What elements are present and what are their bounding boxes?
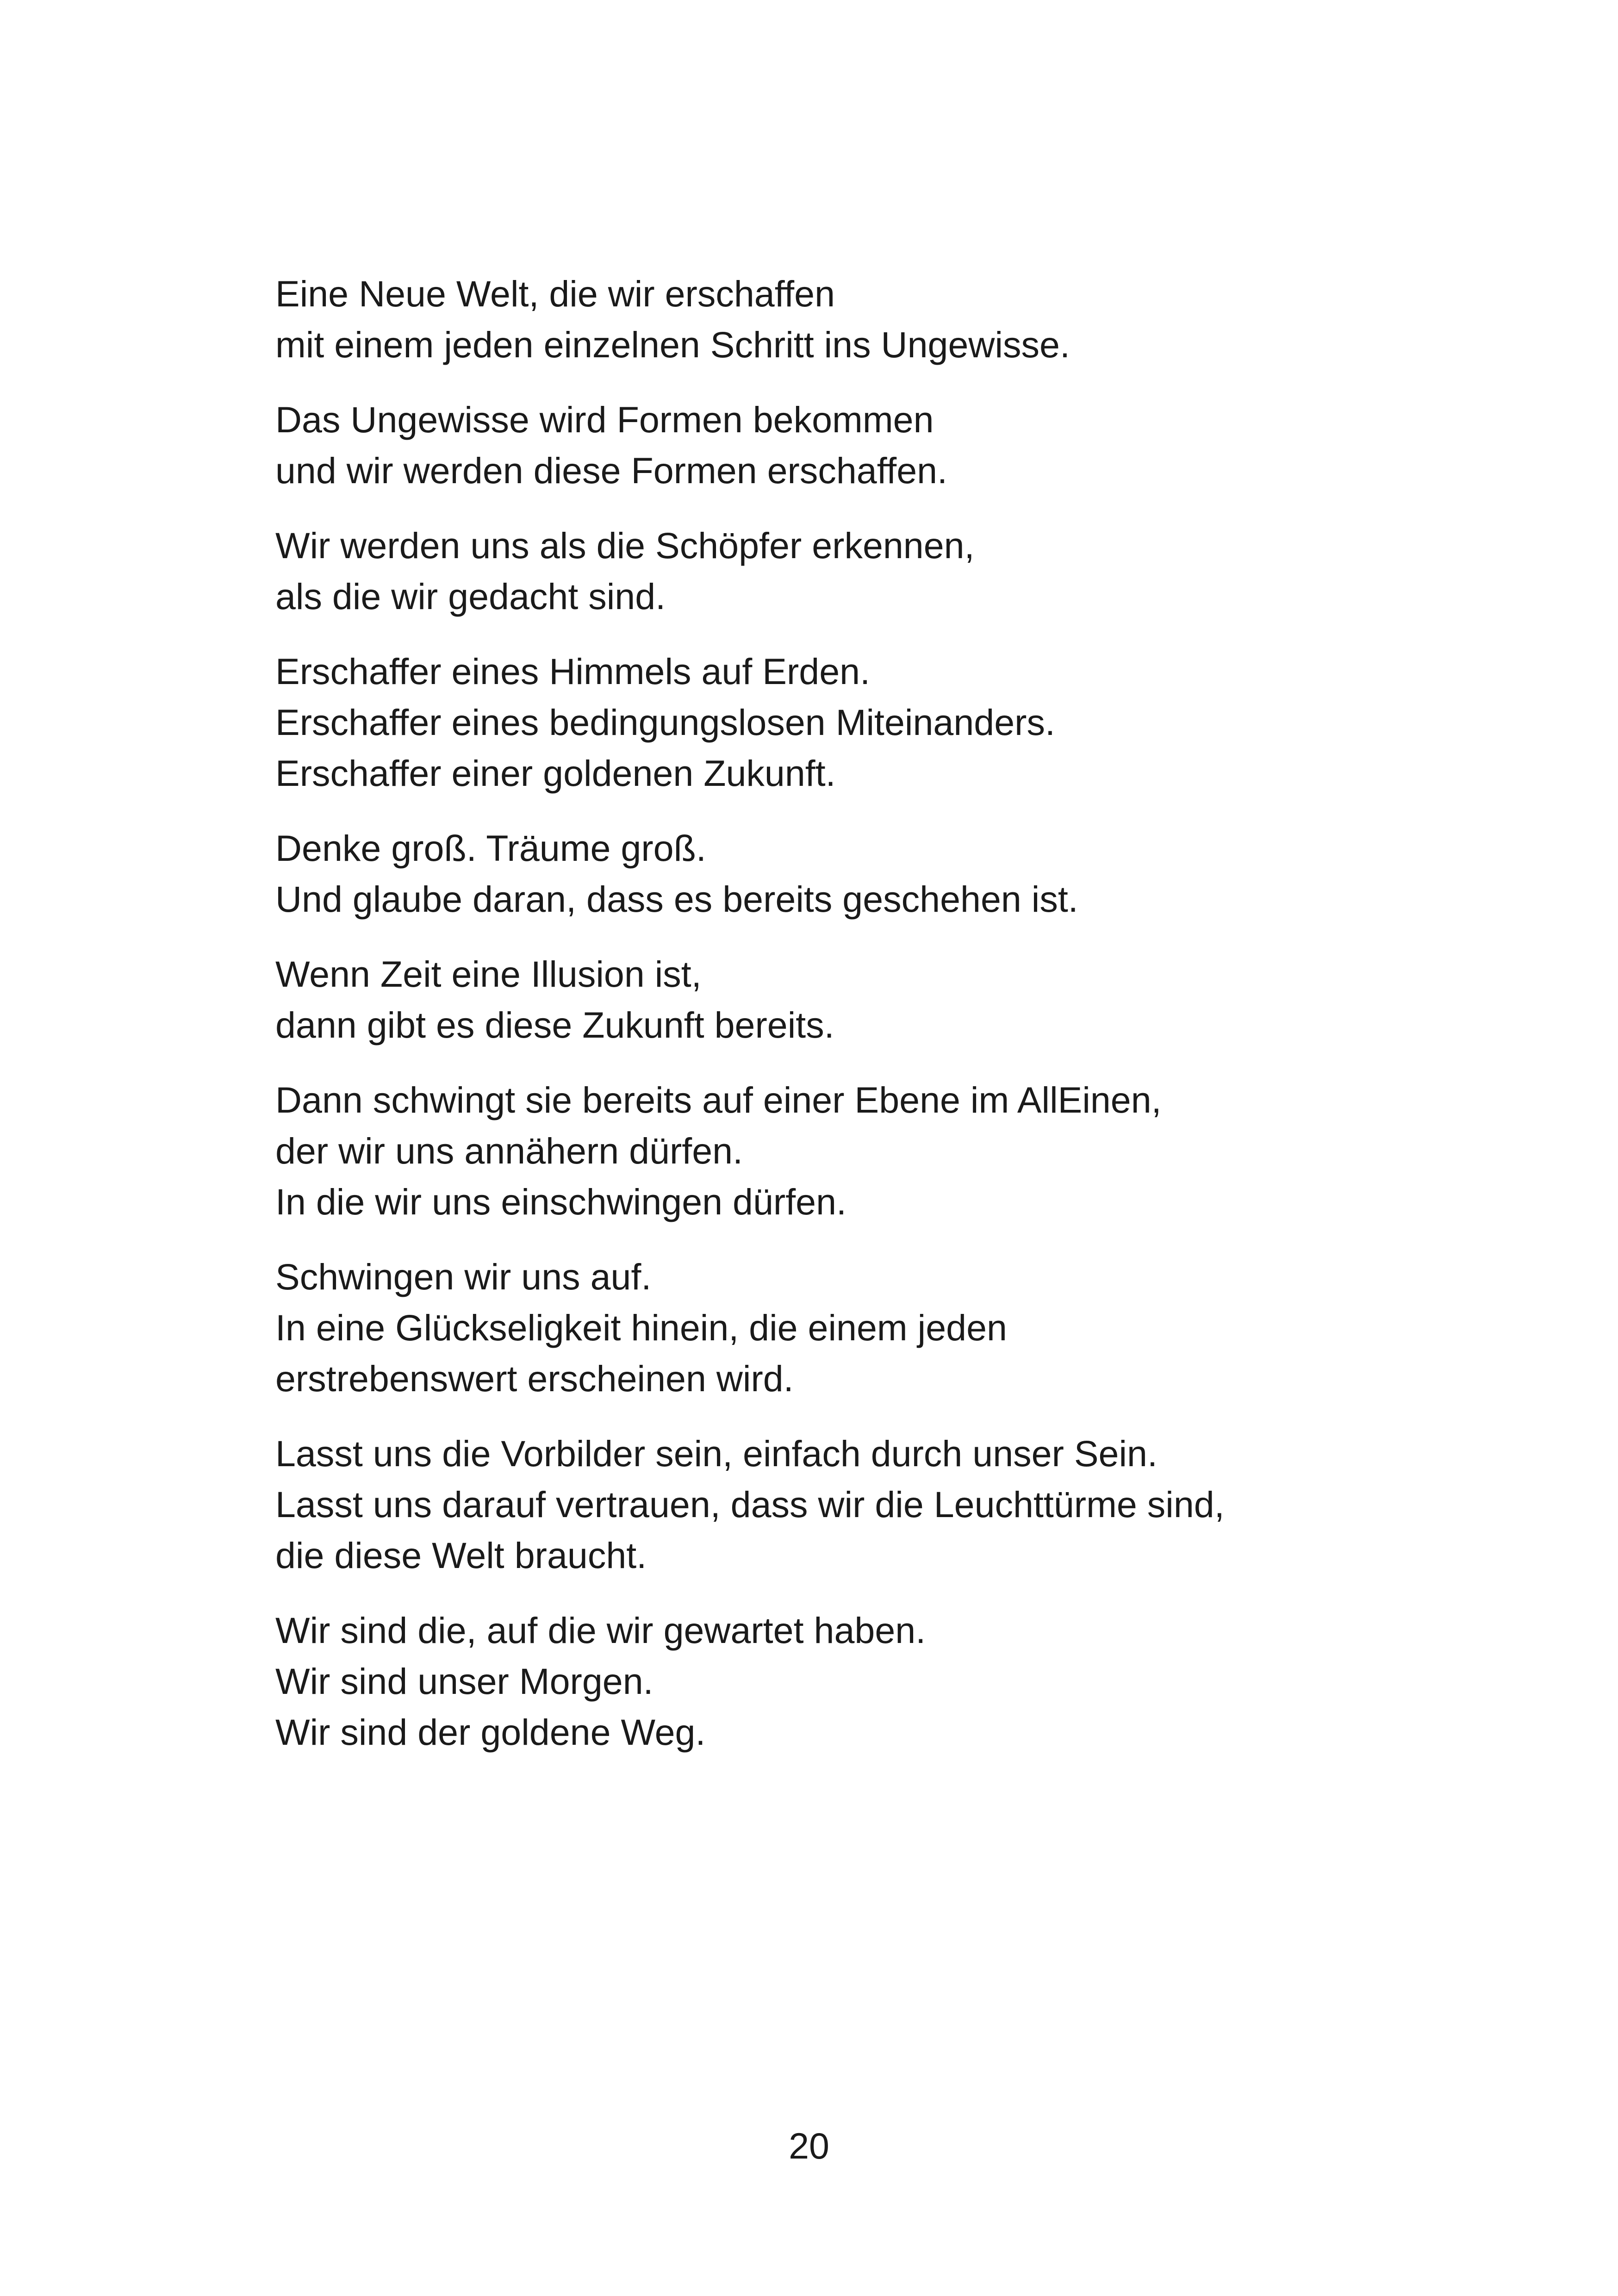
stanza (275, 520, 1432, 622)
poem-line: Wenn Zeit eine Illusion ist, (275, 953, 702, 995)
poem-line: Und glaube daran, dass es bereits geschehen ist. (275, 878, 1078, 920)
poem-line: die diese Welt braucht. (275, 1535, 647, 1576)
stanza (275, 823, 1432, 925)
stanza (275, 646, 1432, 799)
poem-line: Schwingen wir uns auf. (275, 1256, 652, 1297)
page-number: 20 (789, 2125, 829, 2166)
poem-line: Erschaffer einer goldenen Zukunft. (275, 753, 836, 794)
stanza (275, 1251, 1432, 1404)
poem-line: mit einem jeden einzelnen Schritt ins Ungewisse. (275, 324, 1070, 365)
poem-line: Denke groß. Träume groß. (275, 828, 706, 869)
poem-body (275, 268, 1432, 1782)
poem-line: Erschaffer eines bedingungslosen Miteinanders. (275, 702, 1055, 743)
poem-line: Erschaffer eines Himmels auf Erden. (275, 651, 871, 692)
poem-line: Wir sind der goldene Weg. (275, 1711, 706, 1753)
poem-line: Dann schwingt sie bereits auf einer Ebene im AllEinen, (275, 1079, 1162, 1120)
poem-line: Wir sind unser Morgen. (275, 1661, 653, 1702)
stanza (275, 1605, 1432, 1758)
poem-line: Wir werden uns als die Schöpfer erkennen, (275, 525, 975, 566)
stanza (275, 394, 1432, 496)
poem-line: In eine Glückseligkeit hinein, die einem jeden (275, 1307, 1007, 1348)
poem-line: Das Ungewisse wird Formen bekommen (275, 399, 934, 440)
poem-line: und wir werden diese Formen erschaffen. (275, 450, 948, 491)
stanza (275, 1428, 1432, 1581)
stanza (275, 949, 1432, 1051)
poem-line: als die wir gedacht sind. (275, 576, 666, 617)
stanza (275, 268, 1432, 370)
poem-line: der wir uns annähern dürfen. (275, 1130, 743, 1171)
stanza (275, 1075, 1432, 1227)
poem-line: Eine Neue Welt, die wir erschaffen (275, 273, 835, 314)
poem-line: In die wir uns einschwingen dürfen. (275, 1181, 846, 1222)
poem-line: Lasst uns die Vorbilder sein, einfach durch unser Sein. (275, 1433, 1157, 1474)
poem-line: dann gibt es diese Zukunft bereits. (275, 1004, 834, 1045)
poem-line: Wir sind die, auf die wir gewartet haben. (275, 1610, 926, 1651)
poem-line: Lasst uns darauf vertrauen, dass wir die Leuchttürme sind, (275, 1484, 1225, 1525)
poem-line: erstrebenswert erscheinen wird. (275, 1358, 794, 1399)
